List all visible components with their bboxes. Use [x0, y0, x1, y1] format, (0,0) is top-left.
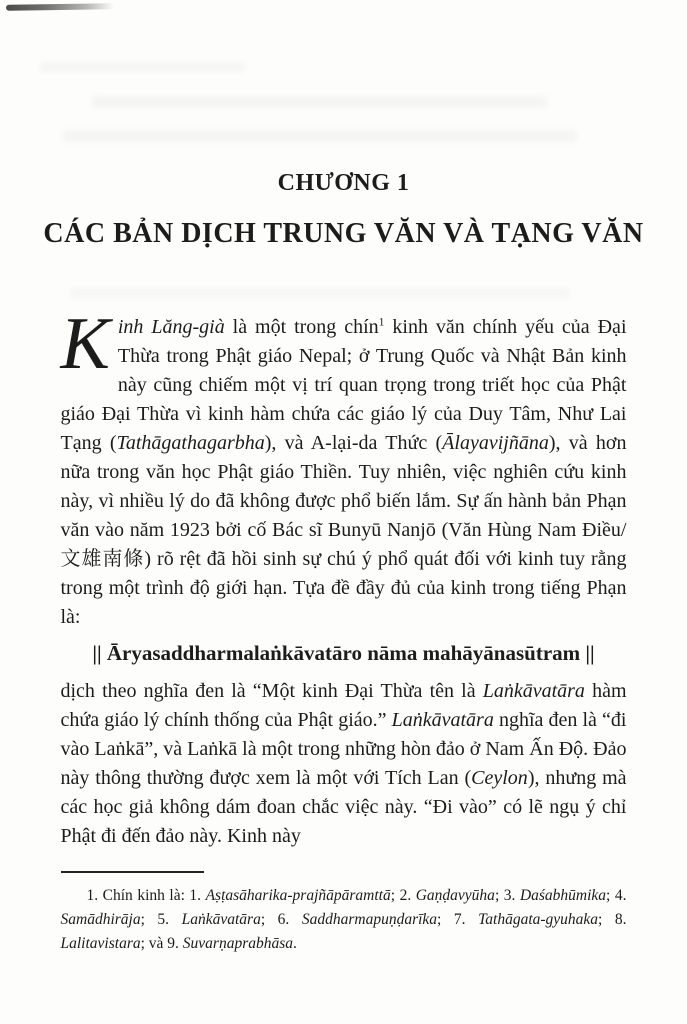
footnote-1: 1. Chín kinh là: 1. Aṣṭasāharika-prajñāpāramttā; 2. Gaṇḍavyūha; 3. Daśabhūmika; 4. Samādhirāja; 5. Laṅkāvatāra; 6. Saddharmapuṇḍarīka; 7. Tathāgata-gyuhaka; 8. Lalitavistara; và 9. Suvarṇaprabhāsa.: [60, 887, 627, 952]
paragraph-2: dịch theo nghĩa đen là “Một kinh Đại Thừa tên là Laṅkāvatāra hàm chứa giáo lý chính thống của Phật giáo.” Laṅkāvatāra nghĩa đen là “đi vào Laṅkā”, và Laṅkā là một trong những hòn đảo ở Nam Ấn Độ. Đảo này thông thường được xem là một với Tích Lan (Ceylon), nhưng mà các học giả không dám đoan chắc việc này. “Đi vào” có lẽ ngụ ý chỉ Phật đi đến đảo này. Kinh này: [60, 680, 627, 847]
page-bleed-through: [62, 130, 577, 142]
paragraph-1: [60, 303, 627, 632]
chapter-title: CÁC BẢN DỊCH TRUNG VĂN VÀ TẠNG VĂN: [43, 218, 644, 249]
page-bleed-through: [92, 96, 547, 108]
page-bleed-through: [70, 288, 570, 299]
paragraph-1-text: inh Lăng-già là một trong chín$^1$ kinh văn chính yếu của Đại Thừa trong Phật giáo Nepal; ở Trung Quốc và Nhật Bản kinh này cũng chiếm một vị trí quan trọng trong triết học của Phật giáo Đại Thừa vì kinh hàm chứa các giáo lý của Duy Tâm, Như Lai Tạng (Tathāgathagarbha), và A-lại-da Thức (Ālayavijñāna), và hơn nữa trong văn học Phật giáo Thiền. Tuy nhiên, việc nghiên cứu kinh này, vì nhiều lý do đã không được phổ biến lắm. Sự ấn hành bản Phạn văn vào năm 1923 bởi cố Bác sĩ Bunyū Nanjō (Văn Hùng Nam Điều/文雄南條) rõ rệt đã hồi sinh sự chú ý phổ quát đối với kinh tuy rằng trong một trình độ giới hạn. Tựa đề đầy đủ của kinh trong tiếng Phạn là:: [60, 315, 627, 628]
body-text-block: [60, 303, 627, 956]
footnote-divider: [61, 871, 204, 873]
scan-artifact: [6, 3, 114, 11]
drop-cap: K: [60, 303, 110, 385]
chapter-number: CHƯƠNG 1: [277, 170, 410, 196]
sanskrit-title-line: || Āryasaddharmalaṅkāvatāro nāma mahāyānasūtram ||: [92, 641, 595, 665]
page-bleed-through: [40, 62, 245, 72]
